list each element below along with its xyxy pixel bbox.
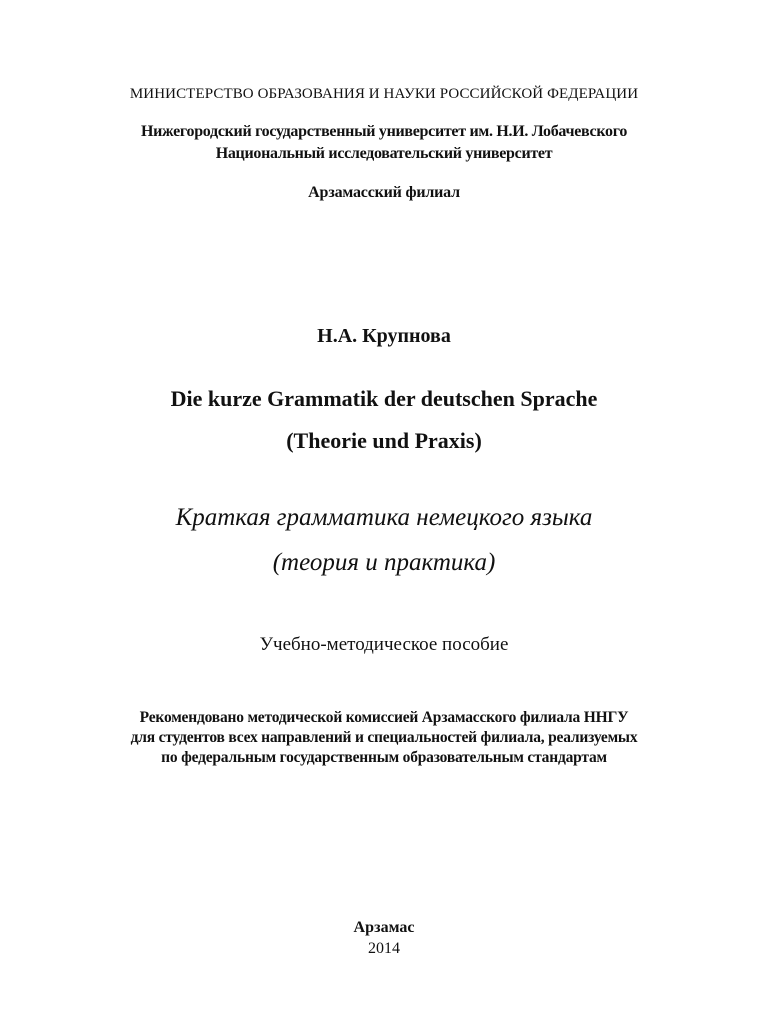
university-name: Нижегородский государственный университет им. Н.И. Лобачевского (140, 123, 628, 140)
publication-year: 2014 (368, 940, 400, 957)
branch-name: Арзамасский филиал (308, 184, 460, 201)
publication-type: Учебно-методическое пособие (259, 634, 509, 655)
title-russian-line2: (теория и практика) (272, 549, 496, 576)
recommendation-line2: для студентов всех направлений и специальностей филиала, реализуемых (130, 729, 638, 746)
title-german-line2: (Theorie und Praxis) (286, 428, 482, 453)
title-russian-line1: Краткая грамматика немецкого языка (175, 504, 593, 531)
title-german-line1: Die kurze Grammatik der deutschen Sprache (170, 386, 598, 411)
publication-city: Арзамас (353, 919, 415, 936)
ministry-heading: МИНИСТЕРСТВО ОБРАЗОВАНИЯ И НАУКИ РОССИЙСКОЙ ФЕДЕРАЦИИ (129, 86, 639, 102)
recommendation-line1: Рекомендовано методической комиссией Арзамасского филиала ННГУ (139, 709, 629, 726)
recommendation-line3: по федеральным государственным образовательным стандартам (161, 749, 607, 766)
author-name: Н.А. Крупнова (317, 325, 451, 347)
university-status: Национальный исследовательский университет (215, 145, 553, 162)
